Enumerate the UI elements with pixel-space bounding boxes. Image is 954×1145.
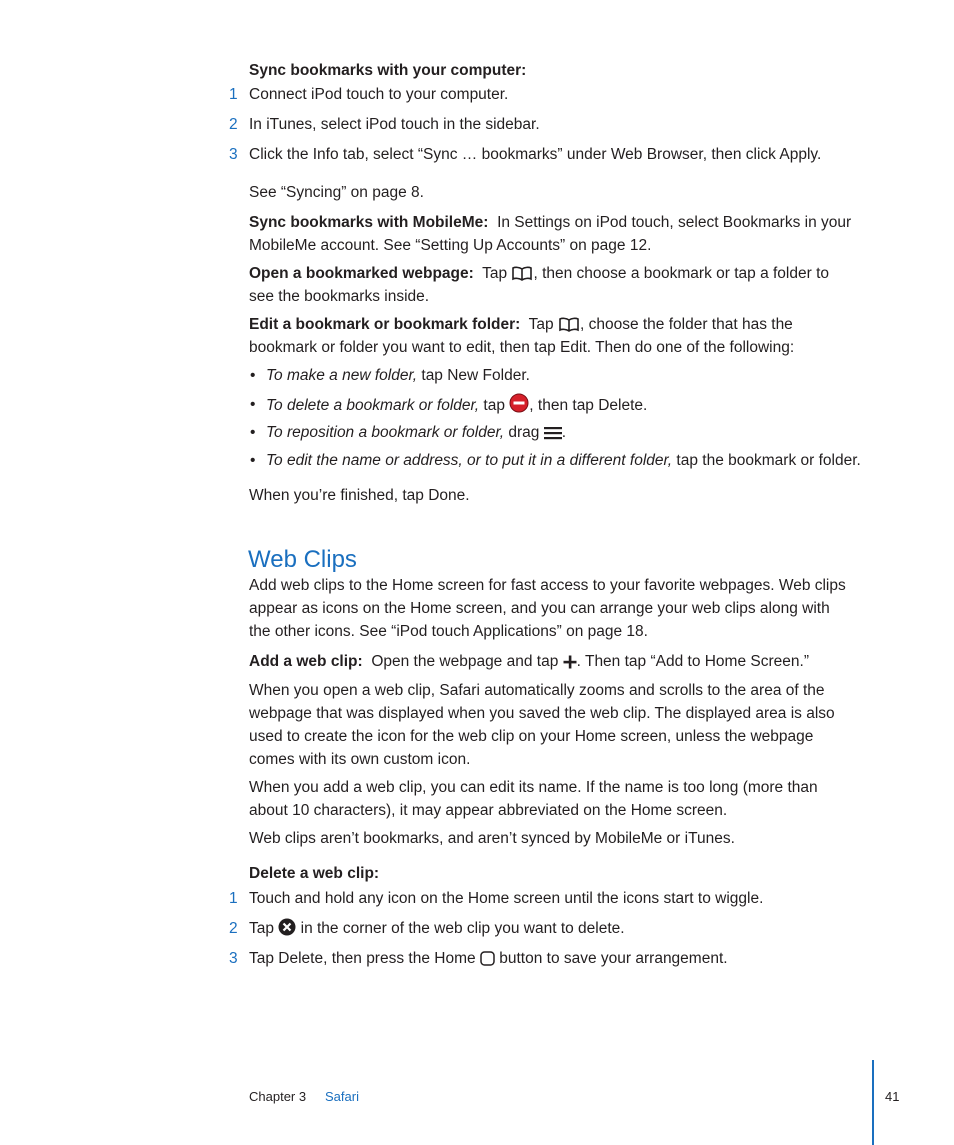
web-clip-para4: Web clips aren’t bookmarks, and aren’t synced by MobileMe or iTunes. <box>249 830 735 847</box>
sync-mobileme-line2: MobileMe account. See “Setting Up Accounts” on page 12. <box>249 237 652 254</box>
bullet-text: tap New Folder. <box>417 367 530 384</box>
bullet-dot: • <box>250 424 256 441</box>
footer-section: Safari <box>325 1089 359 1104</box>
add-web-clip-line <box>249 650 809 676</box>
footer-chapter: Chapter 3 <box>249 1089 307 1104</box>
step-number: 2 <box>229 920 238 937</box>
web-clips-intro: Add web clips to the Home screen for fast access to your favorite webpages. Web clips <box>249 577 846 594</box>
bullet-text: tap <box>479 397 510 414</box>
bullet-italic: To reposition a bookmark or folder, <box>266 424 505 441</box>
bullet-text: drag <box>504 424 544 441</box>
bullet-dot: • <box>250 452 256 469</box>
web-clip-para2: used to create the icon for the web clip on your Home screen, unless the webpage <box>249 728 814 745</box>
bullet-after: , then tap Delete. <box>529 397 648 414</box>
reorder-grip-icon <box>544 424 562 447</box>
add-web-clip-lead: Add a web clip: <box>249 653 363 670</box>
step-text: In iTunes, select iPod touch in the sidebar. <box>249 116 540 133</box>
bullet-dot: • <box>250 367 256 384</box>
delete-minus-icon <box>509 393 529 420</box>
web-clips-intro: appear as icons on the Home screen, and you can arrange your web clips along with <box>249 600 830 617</box>
plus-icon <box>563 653 577 676</box>
step-post: in the corner of the web clip you want to delete. <box>300 920 625 937</box>
web-clip-para3: about 10 characters), it may appear abbreviated on the Home screen. <box>249 802 728 819</box>
step-pre: Tap <box>249 920 274 937</box>
web-clip-para2: comes with its own custom icon. <box>249 751 471 768</box>
close-x-circle-icon <box>278 918 296 943</box>
step-text <box>249 947 728 973</box>
step-number: 2 <box>229 116 238 133</box>
bullet-new-folder <box>266 364 530 387</box>
bullet-edit-name <box>266 449 861 472</box>
bullet-delete <box>266 393 647 420</box>
bullet-italic: To delete a bookmark or folder, <box>266 397 480 414</box>
open-bookmark-lead: Open a bookmarked webpage: <box>249 265 474 282</box>
web-clip-para2: When you open a web clip, Safari automatically zooms and scrolls to the area of the <box>249 682 825 699</box>
open-bookmark-post: , then choose a bookmark or tap a folder to <box>533 265 830 282</box>
step-post: button to save your arrangement. <box>499 950 728 967</box>
step-text: Connect iPod touch to your computer. <box>249 86 509 103</box>
step-text <box>249 917 625 943</box>
bullet-reposition <box>266 421 566 447</box>
bullet-italic: To edit the name or address, or to put it in a different folder, <box>266 452 673 469</box>
section-title-web-clips: Web Clips <box>248 546 357 573</box>
see-also-syncing: See “Syncing” on page 8. <box>249 184 424 201</box>
bookmarks-book-icon <box>511 265 533 288</box>
edit-bookmark-post: , choose the folder that has the <box>579 316 793 333</box>
bullet-dot: • <box>250 396 256 413</box>
bullet-after: . <box>561 424 567 441</box>
sync-mobileme-lead: Sync bookmarks with MobileMe: <box>249 214 489 231</box>
sync-mobileme-line1 <box>249 211 851 234</box>
footer-divider <box>872 1060 874 1145</box>
home-button-icon <box>480 950 495 973</box>
sync-computer-heading: Sync bookmarks with your computer: <box>249 62 527 79</box>
add-web-clip-pre: Open the webpage and tap <box>371 653 559 670</box>
edit-bookmark-pre: Tap <box>528 316 554 333</box>
open-bookmark-line2: see the bookmarks inside. <box>249 288 430 305</box>
step-text: Touch and hold any icon on the Home screen until the icons start to wiggle. <box>249 890 764 907</box>
add-web-clip-post: . Then tap “Add to Home Screen.” <box>576 653 809 670</box>
step-number: 1 <box>229 890 238 907</box>
web-clip-para3: When you add a web clip, you can edit its name. If the name is too long (more than <box>249 779 818 796</box>
step-number: 1 <box>229 86 238 103</box>
edit-bookmark-line2: bookmark or folder you want to edit, then tap Edit. Then do one of the following: <box>249 339 795 356</box>
web-clip-para2: webpage that was displayed when you saved the web clip. The displayed area is also <box>249 705 835 722</box>
page-number: 41 <box>885 1089 900 1104</box>
step-number: 3 <box>229 146 238 163</box>
sync-mobileme-text: In Settings on iPod touch, select Bookmarks in your <box>497 214 852 231</box>
step-pre: Tap Delete, then press the Home <box>249 950 476 967</box>
edit-bookmark-lead: Edit a bookmark or bookmark folder: <box>249 316 521 333</box>
bullet-text: tap the bookmark or folder. <box>672 452 861 469</box>
step-number: 3 <box>229 950 238 967</box>
step-text: Click the Info tab, select “Sync … bookmarks” under Web Browser, then click Apply. <box>249 146 822 163</box>
web-clips-intro: the other icons. See “iPod touch Applications” on page 18. <box>249 623 648 640</box>
open-bookmark-pre: Tap <box>482 265 508 282</box>
finished-text: When you’re finished, tap Done. <box>249 487 470 504</box>
delete-web-clip-heading: Delete a web clip: <box>249 865 380 882</box>
bullet-italic: To make a new folder, <box>266 367 418 384</box>
